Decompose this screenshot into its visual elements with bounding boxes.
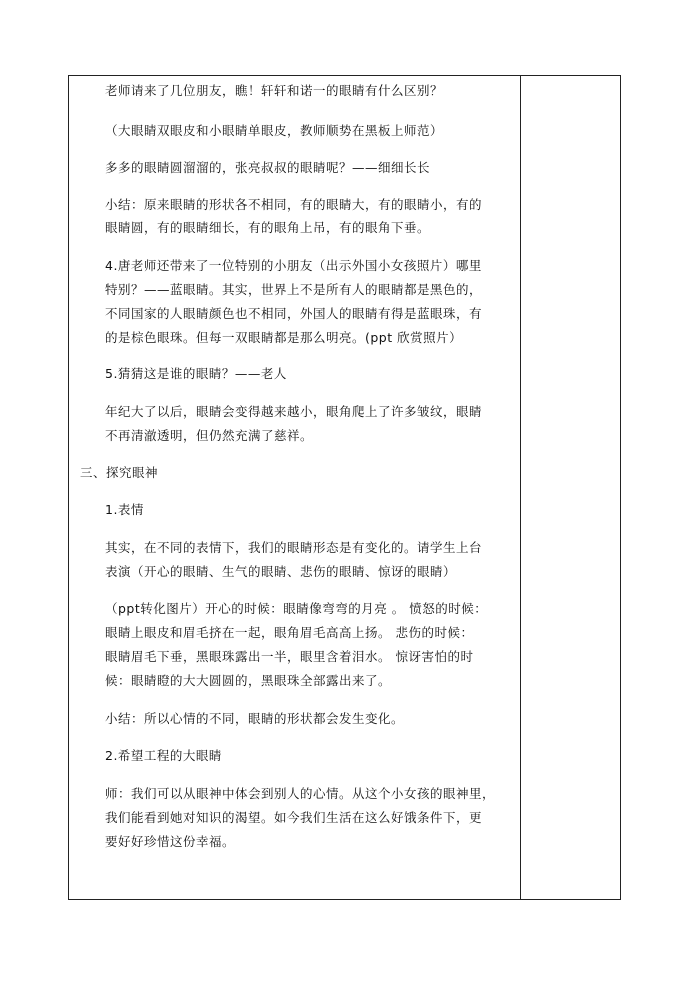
teacher-line-1: 师：我们可以从眼神中体会到别人的心情。从这个小女孩的眼神里， [105,786,496,801]
foreign-girl-line-3: 不同国家的人眼睛颜色也不相同，外国人的眼睛有得是蓝眼珠，有 [105,306,483,321]
paragraph-friends: 老师请来了几位朋友，瞧！轩轩和诺一的眼睛有什么区别？ [105,83,444,98]
paragraph-duoduo: 多多的眼睛圆溜溜的，张亮叔叔的眼睛呢？——细细长长 [105,160,431,175]
notes-cell [521,76,620,899]
summary-line-2: 眼睛圆，有的眼睛细长，有的眼角上吊，有的眼角下垂。 [105,220,431,235]
elder-line-2: 不再清澈透明，但仍然充满了慈祥。 [105,428,314,443]
ppt-line-4: 候：眼睛瞪的大大圆圆的，黑眼珠全部露出来了。 [105,673,392,688]
guess-elder: 5.猜猜这是谁的眼睛？——老人 [105,366,287,381]
paragraph-eyelids: （大眼睛双眼皮和小眼睛单眼皮，教师顺势在黑板上师范） [105,123,444,138]
summary-line-1: 小结：原来眼睛的形状各不相同，有的眼睛大，有的眼睛小，有的 [105,197,483,212]
section-heading-3: 三、探究眼神 [80,465,159,480]
lesson-table [68,75,621,900]
elder-line-1: 年纪大了以后，眼睛会变得越来越小，眼角爬上了许多皱纹，眼睛 [105,404,483,419]
ppt-line-3: 眼睛眉毛下垂，黑眼珠露出一半，眼里含着泪水。 惊讶害怕的时 [105,649,474,664]
teacher-line-2: 我们能看到她对知识的渴望。如今我们生活在这么好饿条件下，更 [105,810,483,825]
expression-line-1: 其实，在不同的表情下，我们的眼睛形态是有变化的。请学生上台 [105,540,483,555]
teacher-line-3: 要好好珍惜这份幸福。 [105,834,236,849]
summary-mood: 小结：所以心情的不同，眼睛的形状都会发生变化。 [105,711,405,726]
foreign-girl-line-2: 特别？——蓝眼睛。其实，世界上不是所有人的眼睛都是黑色的， [105,282,483,297]
subheading-hope-project: 2.希望工程的大眼睛 [105,748,222,763]
foreign-girl-line-1: 4.唐老师还带来了一位特别的小朋友（出示外国小女孩照片）哪里 [105,258,482,273]
expression-line-2: 表演（开心的眼睛、生气的眼睛、悲伤的眼睛、惊讶的眼睛） [105,564,457,579]
foreign-girl-line-4: 的是棕色眼珠。但每一双眼睛都是那么明亮。(ppt 欣赏照片） [105,330,463,345]
ppt-line-1: （ppt转化图片）开心的时候：眼睛像弯弯的月亮 。 愤怒的时候： [105,601,488,616]
subheading-expression: 1.表情 [105,502,144,517]
content-cell [69,76,520,899]
ppt-line-2: 眼睛上眼皮和眉毛挤在一起，眼角眉毛高高上扬。 悲伤的时候： [105,625,474,640]
